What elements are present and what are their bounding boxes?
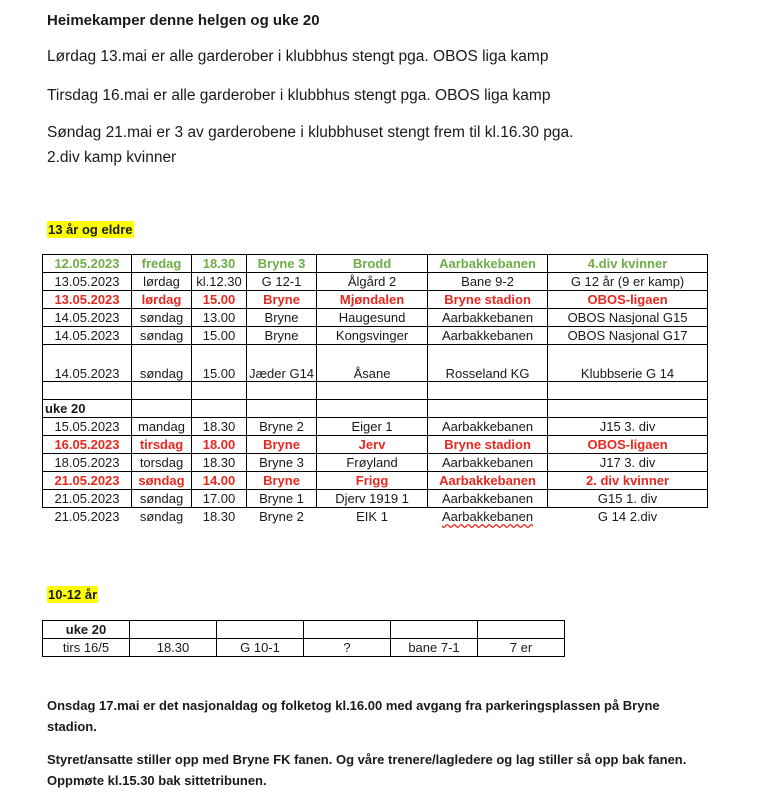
table-cell: [478, 621, 565, 639]
table-cell: Bryne 3: [247, 255, 317, 273]
table-row: [43, 291, 708, 309]
table-cell: bane 7-1: [391, 639, 478, 657]
note-national-day: Onsdag 17.mai er det nasjonaldag og folketog kl.16.00 med avgang fra parkeringsplassen på Bryne stadion.: [47, 698, 660, 734]
table-cell: 12.05.2023: [43, 255, 132, 273]
table-row: [43, 639, 565, 657]
table-cell: Jæder G14: [247, 345, 317, 382]
table-cell: Bryne: [247, 472, 317, 490]
table-cell: 18.05.2023: [43, 454, 132, 472]
table-cell: OBOS-ligaen: [548, 291, 708, 309]
table-cell: Kongsvinger: [317, 327, 428, 345]
table-cell: søndag: [132, 490, 192, 508]
table-row: [43, 621, 565, 639]
table-cell: G 10-1: [217, 639, 304, 657]
table-cell: 21.05.2023: [43, 472, 132, 490]
table-cell: søndag: [132, 309, 192, 327]
table-row: [43, 255, 708, 273]
table-cell: [132, 400, 192, 418]
table-row: [43, 309, 708, 327]
table-cell: [391, 621, 478, 639]
table-cell: [192, 382, 247, 400]
table-cell: [247, 400, 317, 418]
table-cell: 18.30: [192, 255, 247, 273]
table-cell: 18.30: [130, 639, 217, 657]
table-cell: Jerv: [317, 436, 428, 454]
table-cell: G 14 2.div: [597, 509, 658, 524]
table-cell: 21.05.2023: [43, 490, 132, 508]
table-cell: 15.05.2023: [43, 418, 132, 436]
table-cell: 14.05.2023: [43, 327, 132, 345]
table-cell: 15.00: [192, 291, 247, 309]
table-row: [43, 472, 708, 490]
table-row: [43, 418, 708, 436]
table-cell: 17.00: [192, 490, 247, 508]
table-cell: Bryne: [247, 327, 317, 345]
table-row: [43, 436, 708, 454]
notice-sunday: Søndag 21.mai er 3 av garderobene i klubbhuset stengt frem til kl.16.30 pga.: [47, 124, 574, 141]
table-cell: [247, 382, 317, 400]
table-cell: Bryne: [247, 436, 317, 454]
table-cell: Aarbakkebanen: [428, 327, 548, 345]
table-cell: [548, 400, 708, 418]
table-row: [43, 327, 708, 345]
table-cell: lørdag: [132, 273, 192, 291]
table-cell: 18.30: [192, 454, 247, 472]
section-label-10-12: 10-12 år: [48, 587, 98, 602]
table-cell: Bryne 1: [247, 490, 317, 508]
table-cell: Frigg: [317, 472, 428, 490]
table-cell: [43, 382, 132, 400]
table-cell: 2. div kvinner: [548, 472, 708, 490]
table-cell: tirs 16/5: [43, 639, 130, 657]
section-label-13-older: 13 år og eldre: [48, 222, 133, 237]
table-cell: uke 20: [43, 621, 130, 639]
table-row: [43, 345, 708, 382]
table-cell: uke 20: [43, 400, 132, 418]
table-cell: [192, 400, 247, 418]
table-cell: 13.05.2023: [43, 291, 132, 309]
table-cell: Aarbakkebanen: [428, 454, 548, 472]
table-cell: Bryne 2: [259, 509, 304, 524]
table-cell: 14.05.2023: [43, 309, 132, 327]
table-cell: mandag: [132, 418, 192, 436]
table-cell: Djerv 1919 1: [317, 490, 428, 508]
notice-tuesday: Tirsdag 16.mai er alle garderober i klubbhus stengt pga. OBOS liga kamp: [47, 87, 551, 104]
table-cell: G 12 år (9 er kamp): [548, 273, 708, 291]
table-cell: Bryne 3: [247, 454, 317, 472]
table-cell: 18.30: [202, 509, 236, 524]
table-row: [43, 454, 708, 472]
schedule-table-13-older: [42, 254, 708, 525]
table-cell: J17 3. div: [548, 454, 708, 472]
table-cell: søndag: [132, 345, 192, 382]
table-row: [43, 490, 708, 508]
table-cell: [132, 382, 192, 400]
table-cell: Aarbakkebanen: [428, 418, 548, 436]
table-cell: 13.05.2023: [43, 273, 132, 291]
table-cell: OBOS Nasjonal G17: [548, 327, 708, 345]
table-cell: [217, 621, 304, 639]
table-cell: Klubbserie G 14: [548, 345, 708, 382]
table-cell: Aarbakkebanen: [428, 490, 548, 508]
note-flag-meetup: Styret/ansatte stiller opp med Bryne FK fanen. Og våre trenere/lagledere og lag stiller så opp bak fanen. Oppmøte kl.15.30 bak sittetribunen.: [47, 752, 687, 788]
table-cell: ?: [304, 639, 391, 657]
notice-saturday: Lørdag 13.mai er alle garderober i klubbhus stengt pga. OBOS liga kamp: [47, 48, 549, 65]
table-cell: OBOS Nasjonal G15: [548, 309, 708, 327]
table-cell: [428, 382, 548, 400]
page-title: Heimekamper denne helgen og uke 20: [47, 12, 320, 29]
table-cell: lørdag: [132, 291, 192, 309]
table-cell: [130, 621, 217, 639]
table-cell: Eiger 1: [317, 418, 428, 436]
table-cell: Rosseland KG: [428, 345, 548, 382]
table-cell: søndag: [132, 327, 192, 345]
table-cell: Brodd: [317, 255, 428, 273]
table-cell: Bryne 2: [247, 418, 317, 436]
table-cell: Aarbakkebanen: [428, 255, 548, 273]
table-row: [43, 508, 708, 526]
table-cell: 13.00: [192, 309, 247, 327]
table-cell: Bryne: [247, 291, 317, 309]
table-cell: 21.05.2023: [54, 509, 120, 524]
table-cell: tirsdag: [132, 436, 192, 454]
table-cell: Bryne: [247, 309, 317, 327]
table-cell: [548, 382, 708, 400]
table-cell: [317, 382, 428, 400]
table-cell: 4.div kvinner: [548, 255, 708, 273]
table-cell: Aarbakkebanen: [442, 509, 534, 524]
table-cell: 16.05.2023: [43, 436, 132, 454]
table-cell: EIK 1: [356, 509, 388, 524]
table-cell: Aarbakkebanen: [428, 472, 548, 490]
table-cell: Frøyland: [317, 454, 428, 472]
table-cell: [317, 400, 428, 418]
table-cell: J15 3. div: [548, 418, 708, 436]
table-cell: fredag: [132, 255, 192, 273]
schedule-table-10-12: [42, 620, 565, 657]
table-row: [43, 273, 708, 291]
table-cell: Bane 9-2: [428, 273, 548, 291]
table-cell: Mjøndalen: [317, 291, 428, 309]
table-cell: 14.00: [192, 472, 247, 490]
notice-sunday-cont: 2.div kamp kvinner: [47, 149, 177, 166]
table-cell: 7 er: [478, 639, 565, 657]
table-cell: Bryne stadion: [428, 436, 548, 454]
table-cell: torsdag: [132, 454, 192, 472]
table-row: [43, 400, 708, 418]
table-cell: søndag: [139, 509, 184, 524]
table-cell: Bryne stadion: [428, 291, 548, 309]
table-row: [43, 382, 708, 400]
table-cell: OBOS-ligaen: [548, 436, 708, 454]
table-cell: kl.12.30: [192, 273, 247, 291]
table-cell: [428, 400, 548, 418]
table-cell: Åsane: [317, 345, 428, 382]
table-cell: 18.30: [192, 418, 247, 436]
table-cell: 14.05.2023: [43, 345, 132, 382]
table-cell: [304, 621, 391, 639]
table-cell: Aarbakkebanen: [428, 309, 548, 327]
table-cell: Ålgård 2: [317, 273, 428, 291]
table-cell: søndag: [132, 472, 192, 490]
table-cell: 15.00: [192, 345, 247, 382]
table-cell: 18.00: [192, 436, 247, 454]
table-cell: Haugesund: [317, 309, 428, 327]
table-cell: G15 1. div: [548, 490, 708, 508]
table-cell: G 12-1: [247, 273, 317, 291]
table-cell: 15.00: [192, 327, 247, 345]
